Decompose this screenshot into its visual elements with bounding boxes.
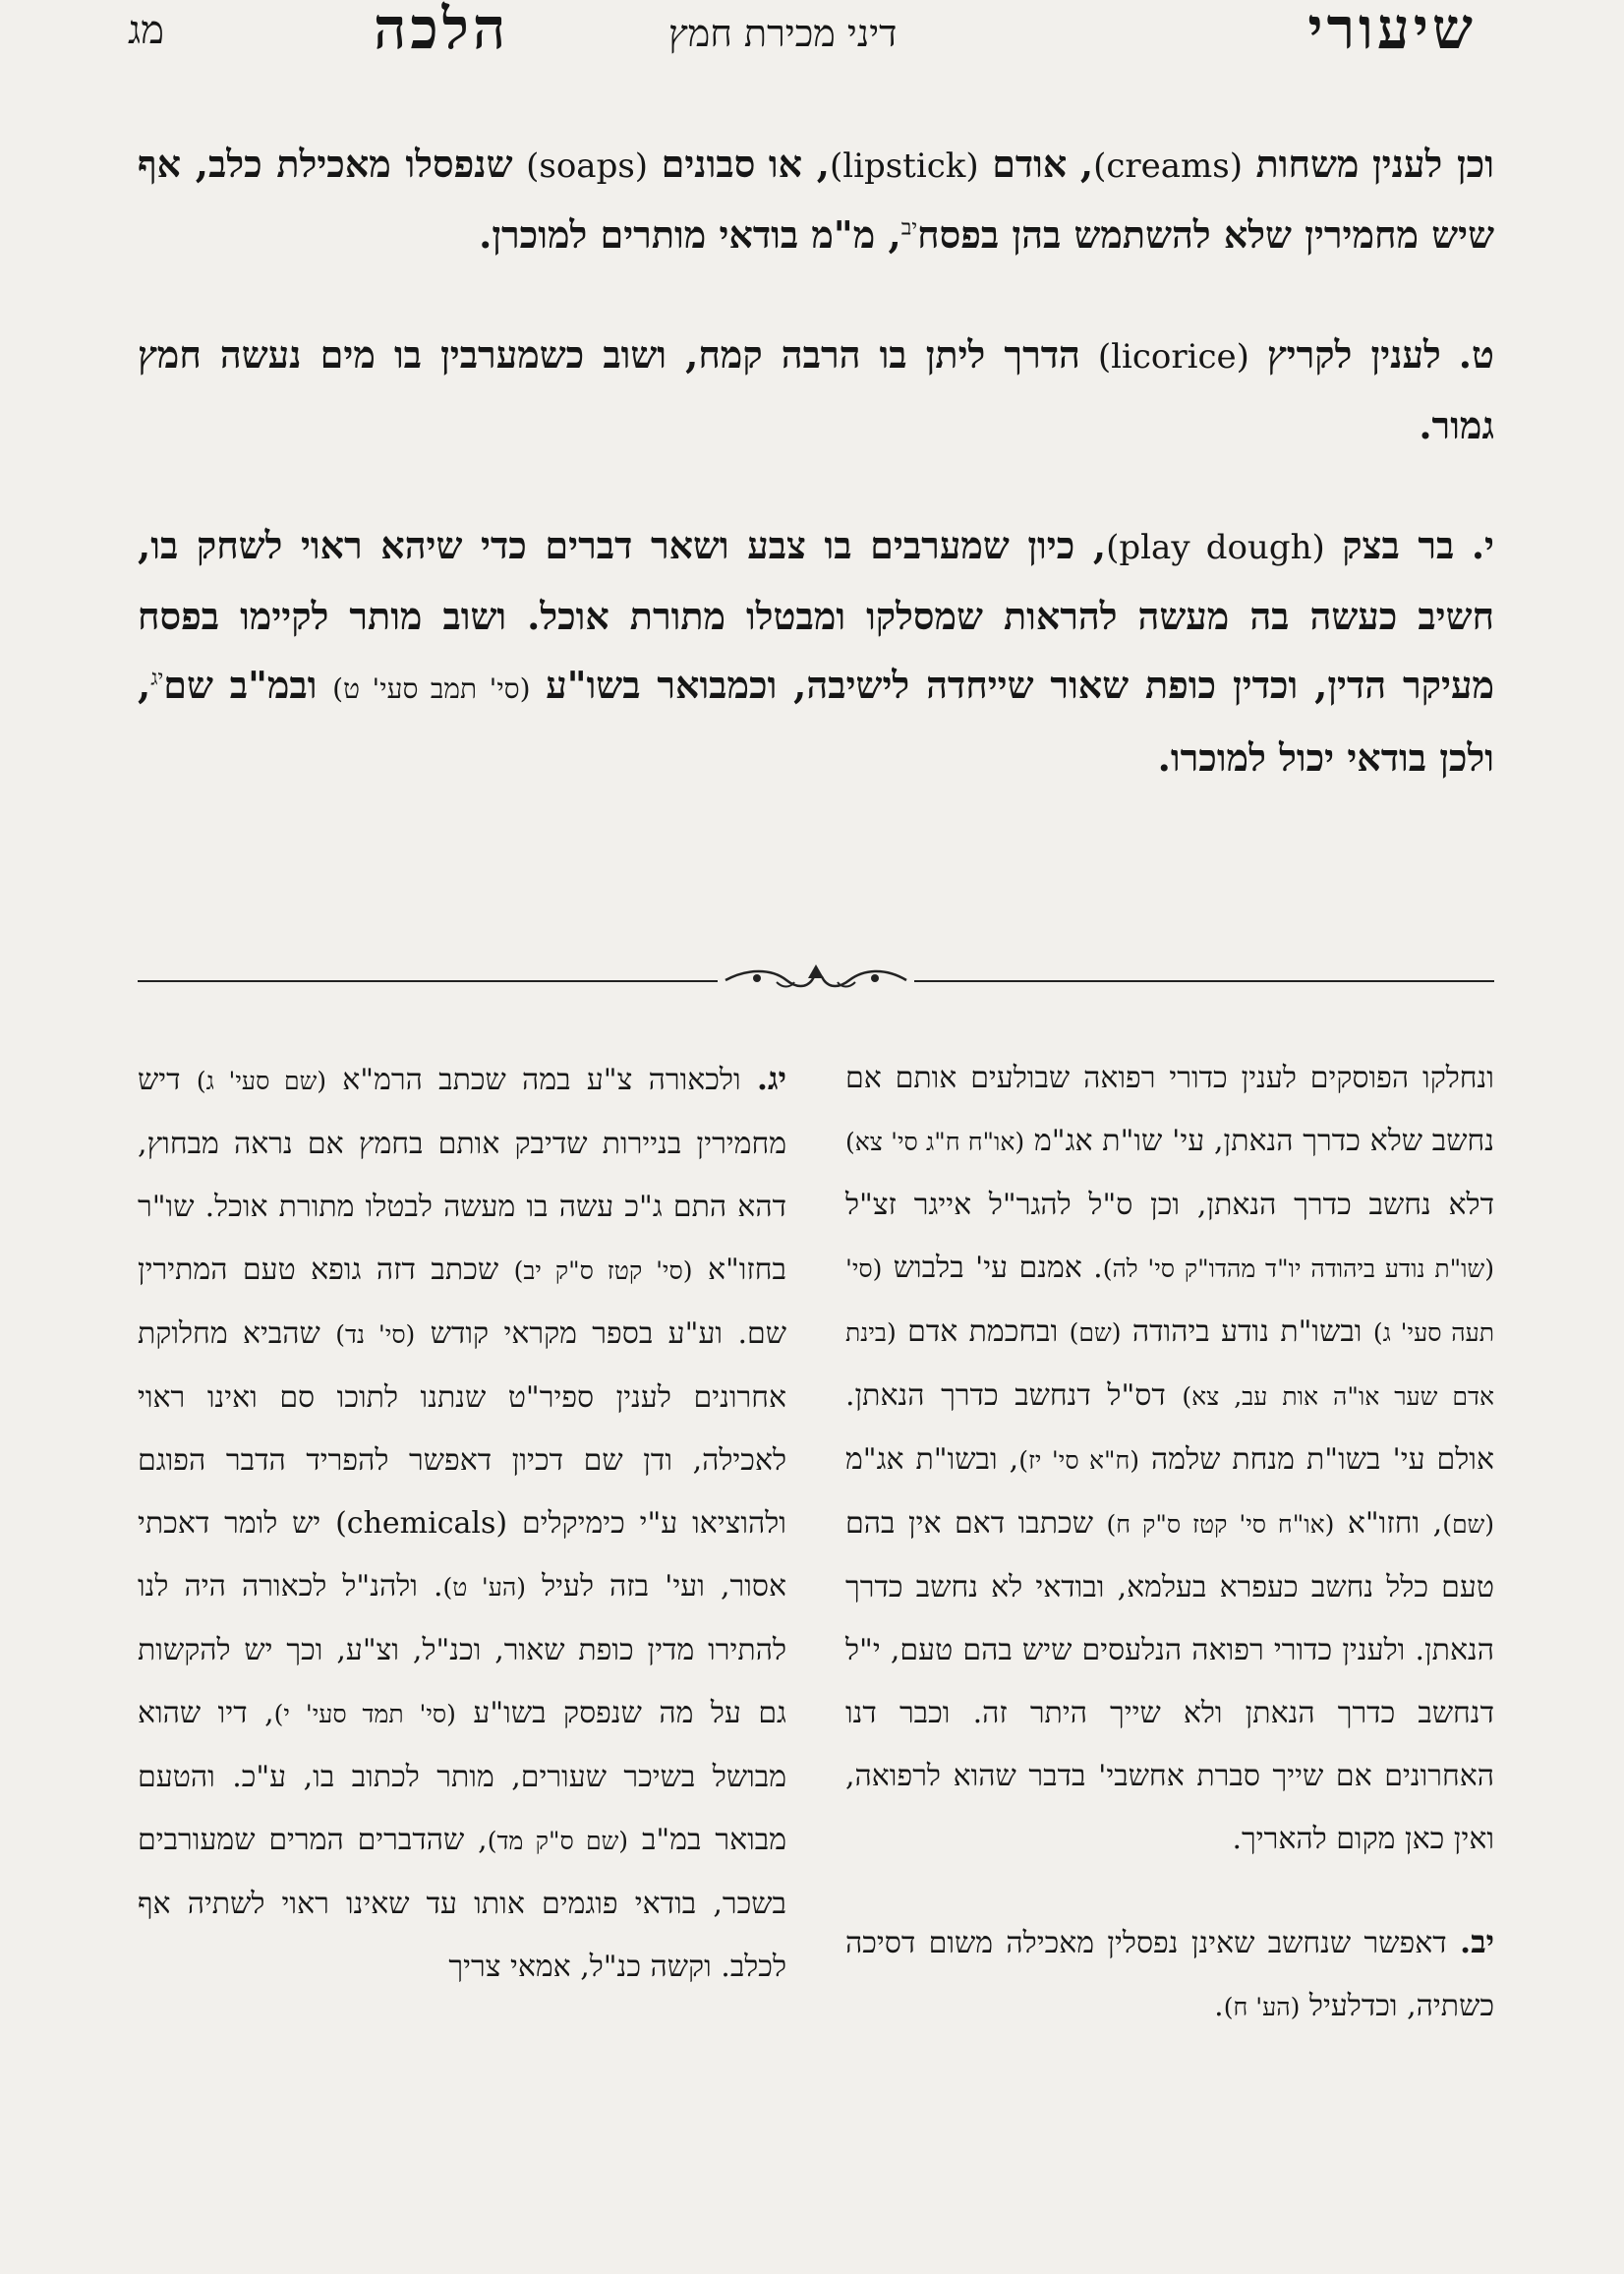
footnote-11-continued — [845, 1047, 1494, 1871]
running-header — [128, 0, 1477, 98]
note-text: , ובשו"ת אג"מ — [845, 1442, 1019, 1477]
paragraph-licorice — [138, 321, 1494, 460]
note-text: שכתבו דאם אין בהם טעם כלל נחשב כעפרא בעלמא, ובודאי לא נחשב כדרך הנאתן. ולענין כדורי רפואה הנלעסים שיש בהם טעם, י"ל דנחשב כדרך הנאתן ולא שייך היתר זה. וכבר דנו האחרונים אם שייך סברת אחשבי' בדבר שהוא לרפואה, ואין כאן מקום להאריך. — [845, 1506, 1494, 1856]
footnote-12 — [845, 1910, 1494, 2039]
source-mb: ובמ"ב שם — [163, 663, 318, 707]
para1-body: שנפסלו מאכילת כלב, אף שיש מחמירין שלא להשתמש בהן בפסח — [138, 142, 1494, 257]
note-text: שכתב דזה גופא טעם המתירין שם. וע"ע בספר מקראי קודש — [138, 1253, 786, 1351]
note-text: דיש מחמירין בניירות שדיבק אותם בחמץ אם נראה מבחוץ, דהא התם ג"כ עשה בו מעשה לבטלו מתורת אוכל. שו"ר בחזו"א — [138, 1063, 786, 1287]
note-text: , וחזו"א — [1347, 1506, 1443, 1541]
note-text: דאפשר שנחשב שאינן נפסלין מאכילה משום דסיכה כשתיה, וכדלעיל — [845, 1926, 1494, 2023]
note-source: (סי' קטז ס"ק יב) — [513, 1256, 693, 1285]
note-text: יש לומר דאכתי אסור, ועי' בזה לעיל — [138, 1506, 786, 1603]
footnote-ref[interactable]: יב — [900, 215, 918, 241]
item-soaps: סבונים — [661, 142, 756, 186]
floral-ornament-icon — [718, 959, 914, 998]
play-dough-end: , ולכן בודאי יכול למוכרו. — [138, 663, 1494, 780]
licorice-label: לענין לקריץ — [1266, 332, 1441, 377]
footnotes-left-column — [138, 1047, 786, 2038]
note-source: (או"ח סי' קטז ס"ק ח) — [1106, 1510, 1335, 1539]
para-number: ט. — [1458, 332, 1494, 377]
note-text: , דיו שהוא מבושל בשיכר שעורים, מותר לכתוב בו, ע"כ. והטעם מבואר במ"ב — [138, 1696, 786, 1857]
conj: , או — [768, 142, 830, 186]
note-source: (שם סעי' ג) — [196, 1067, 327, 1095]
paragraph-creams: וכן לענין משחות (creams), אודם (lipstick), או סבונים (soaps) שנפסלו מאכילת כלב, אף שיש מחמירין שלא להשתמש בהן בפסח$^{יב}$, מ"מ בודאי מותרים למוכרן. — [138, 142, 1494, 257]
note-text: שהביא מחלוקת אחרונים לענין ספיר"ט שנתנו לתוכו סם ואינו ראוי לאכילה, ודן שם דכיון דאפשר להפריד הדבר הפוגם ולהוציאו ע"י כימיקלים — [138, 1316, 786, 1541]
note-english: (chemicals) — [335, 1506, 508, 1541]
main-text — [138, 130, 1494, 844]
play-dough-en: (play dough) — [1106, 528, 1325, 567]
note-source: (שם) — [1442, 1510, 1495, 1539]
note-source: (שם) — [1069, 1318, 1122, 1347]
note-text: ובחכמת אדם — [907, 1314, 1059, 1349]
play-dough-label: בר בצק — [1342, 523, 1455, 567]
footnotes-right-column — [845, 1047, 1494, 2078]
note-text: . ולהנ"ל לכאורה היה לנו להתירו מדין כופת שאור, וכנ"ל, וצ"ע, וכך יש להקשות גם על מה שנפסק בשו"ע — [138, 1569, 786, 1730]
note-source: (סי' תמד סעי' י) — [273, 1700, 456, 1728]
item-creams-en: (creams) — [1093, 146, 1244, 186]
footnote-number: יג. — [756, 1060, 786, 1097]
note-text: , שהדברים המרים שמעורבים בשכר, בודאי פוגמים אותו עד שאינו ראוי לשתיה אף לכלב. וקשה כנ"ל, אמאי צריך — [138, 1823, 786, 1984]
footnote-ref[interactable]: יג — [150, 666, 164, 691]
licorice-body: הדרך ליתן בו הרבה קמח, ושוב כשמערבין בו מים נעשה חמץ גמור. — [138, 332, 1494, 447]
licorice-en: (licorice) — [1097, 337, 1249, 377]
note-source: (ח"א סי' יז) — [1018, 1446, 1140, 1475]
note-text: דלא נחשב כדרך הנאתן, וכן ס"ל להגר"ל אייגר זצ"ל — [845, 1188, 1494, 1222]
note-source: (או"ח ח"ג סי' צא) — [845, 1128, 1025, 1156]
book-subtitle: הלכה — [374, 0, 510, 62]
item-lipstick-en: (lipstick) — [829, 146, 979, 186]
paragraph-play-dough — [138, 511, 1494, 792]
play-dough-body: , כיון שמערבים בו צבע ושאר דברים כדי שיהא ראוי לשחק בו, חשיב כעשה בה מעשה להראות שמסלקו ומבטלו מתורת אוכל. ושוב מותר לקיימו בפסח מעיקר הדין, וכדין כופת שאור שייחדה לישיבה, וכמבואר בשו"ע — [138, 523, 1494, 707]
item-lipstick: אודם — [992, 142, 1068, 186]
note-text: דס"ל דנחשב כדרך הנאתן. אולם עי' בשו"ת מנחת שלמה — [845, 1378, 1494, 1477]
note-source: (בינת אדם שער או"ה אות עב, צא) — [845, 1318, 1494, 1411]
page-number: מג — [128, 8, 164, 53]
note-source: (שם ס"ק מד) — [487, 1827, 629, 1855]
note-text: . — [1214, 1989, 1224, 2023]
source-ref: (סי' תמב סעי' ט) — [332, 672, 531, 705]
para-number: י. — [1471, 523, 1495, 567]
note-source: (סי' תעה סעי' ג) — [845, 1254, 1494, 1347]
para1-end: , מ"מ בודאי מותרים למוכרן. — [479, 212, 901, 257]
note-source: (סי' נד) — [335, 1320, 416, 1349]
divider — [138, 959, 1494, 998]
item-soaps-en: (soaps) — [526, 146, 649, 186]
note-source: (שו"ת נודע ביהודה יו"ד מהדו"ק סי' לה) — [1102, 1254, 1494, 1283]
item-creams: משחות — [1255, 142, 1360, 186]
para-intro: וכן לענין — [1371, 142, 1494, 186]
book-title: שיעורי — [1307, 0, 1477, 62]
note-text: ובשו"ת נודע ביהודה — [1131, 1314, 1363, 1349]
footnote-13 — [138, 1047, 786, 1999]
footnote-number: יב. — [1460, 1923, 1494, 1960]
note-source: (הע' ח) — [1223, 1993, 1301, 2021]
note-text: ולכאורה צ"ע במה שכתב הרמ"א — [342, 1063, 741, 1097]
note-source: (הע' ט) — [442, 1573, 526, 1602]
note-text: . אמנם עי' בלבוש — [893, 1251, 1103, 1285]
chapter-title: דיני מכירת חמץ — [668, 12, 898, 55]
note-text: ונחלקו הפוסקים לענין כדורי רפואה שבולעים אותם אם נחשב שלא כדרך הנאתן, עי' שו"ת אג"מ — [845, 1061, 1494, 1158]
